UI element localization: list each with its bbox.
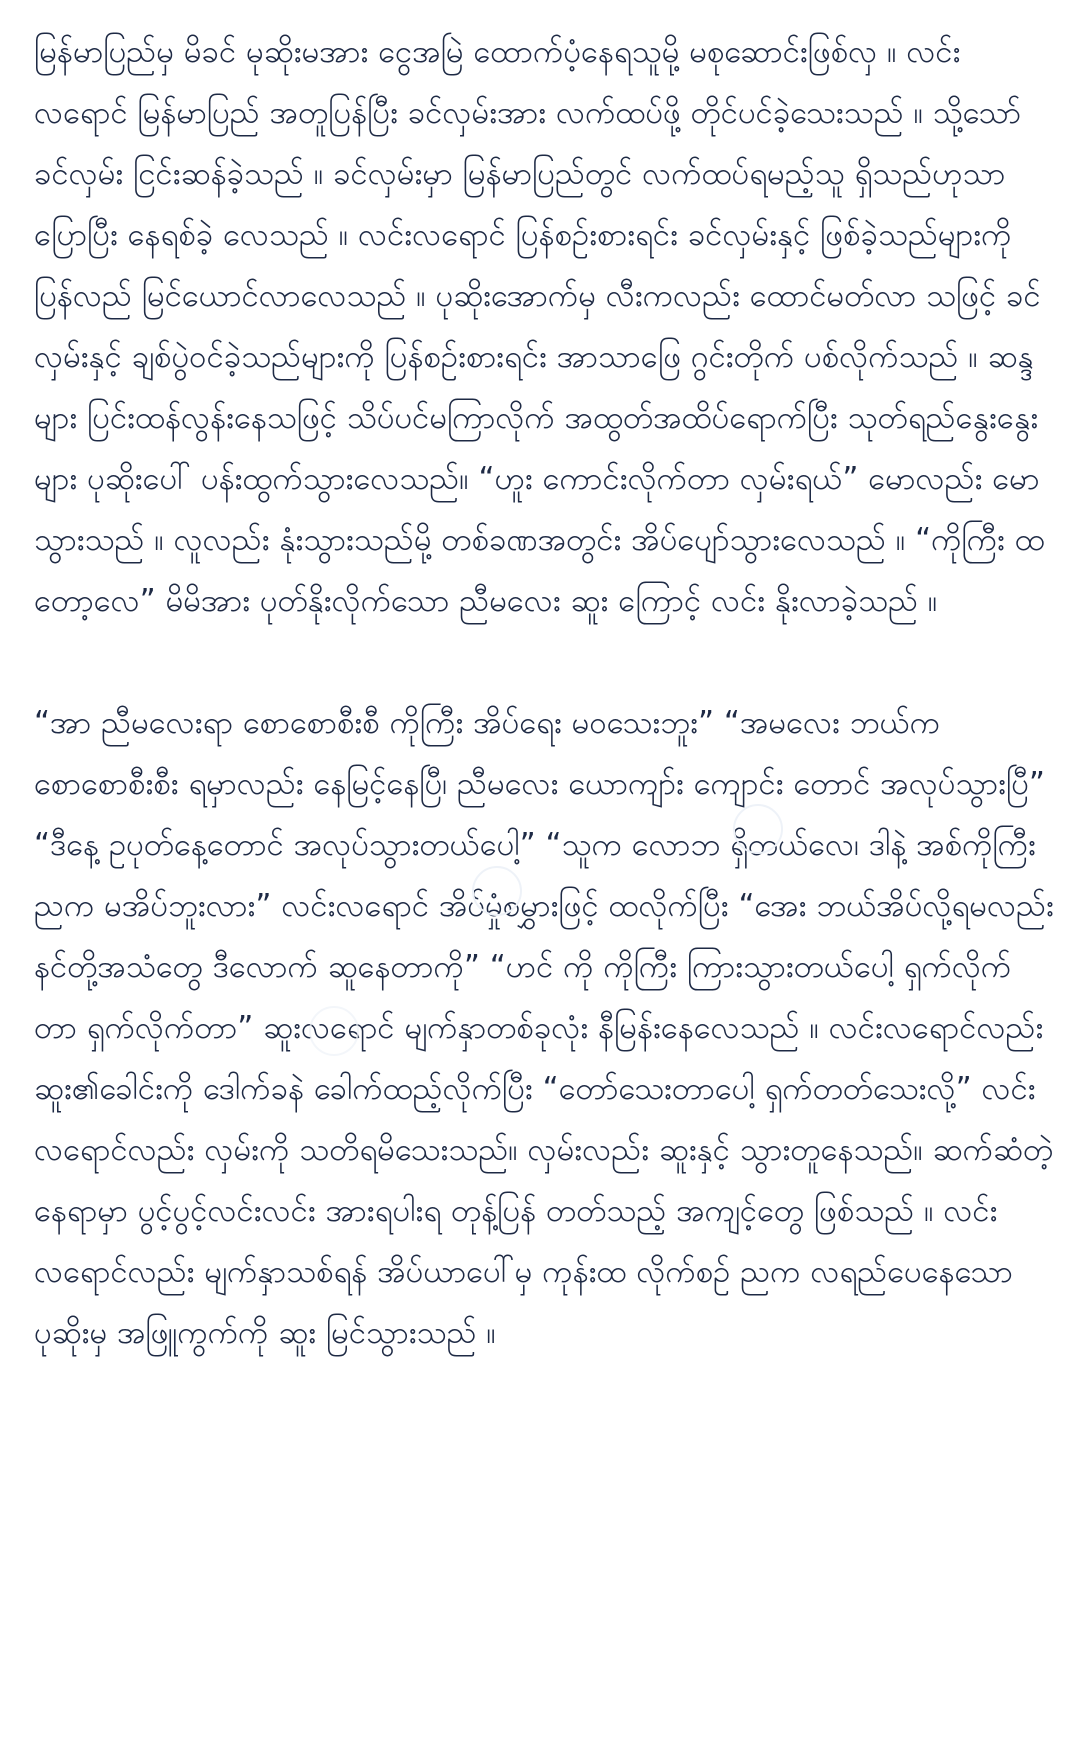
paragraph-2: “အာ ညီမလေးရာ စောစောစီးစီ ကိုကြီး အိပ်ရေး မဝသေးဘူး” “အမလေး ဘယ်က စောစောစီးစီး ရမှာလည်း နေမြင့်နေပြီ၊ ညီမလေး ယောကျာ်း ကျောင်း တောင် အလုပ်သွားပြီ” “ဒီနေ့ ဥပုတ်နေ့တောင် အလုပ်သွားတယ်ပေါ့” “သူက လောဘ ရှိတယ်လေ၊ ဒါနဲ့ အစ်ကိုကြီး ညက မအိပ်ဘူးလား” လင်းလရောင် အိပ်မှုံစမွှားဖြင့် ထလိုက်ပြီး “အေး ဘယ်အိပ်လို့ရမလည်း နင်တို့အသံတွေ ဒီလောက် ဆူနေတာကို” “ဟင် ကို ကိုကြီး ကြားသွားတယ်ပေါ့ ရှက်လိုက်တာ ရှက်လိုက်တာ” ဆူးလရောင် မျက်နှာတစ်ခုလုံး နီမြန်းနေလေသည် ။ လင်းလရောင်လည်း ဆူး၏ခေါင်းကို ဒေါက်ခနဲ ခေါက်ထည့်လိုက်ပြီး “တော်သေးတာပေါ့ ရှက်တတ်သေးလို့” လင်းလရောင်လည်း လှမ်းကို သတိရမိသေးသည်။ လှမ်းလည်း ဆူးနှင့် သွားတူနေသည်။ ဆက်ဆံတဲ့ နေရာမှာ ပွင့်ပွင့်လင်းလင်း အားရပါးရ တုန့်ပြန် တတ်သည့် အကျင့်တွေ ဖြစ်သည် ။ လင်းလရောင်လည်း မျက်နှာသစ်ရန် အိပ်ယာပေါ်မှ ကုန်းထ လိုက်စဉ် ညက လရည်ပေနေသော ပုဆိုးမှ အဖြူကွက်ကို ဆူး မြင်သွားသည် ။ bbox=[34, 705, 1054, 1351]
paragraph-1: မြန်မာပြည်မှ မိခင် မုဆိုးမအား ငွေအမြဲ ထောက်ပံ့နေရသူမို့ မစုဆောင်းဖြစ်လှ ။ လင်းလရောင် မြန်မာပြည် အတူပြန်ပြီး ခင်လှမ်းအား လက်ထပ်ဖို့ တိုင်ပင်ခဲ့သေးသည် ။ သို့သော် ခင်လှမ်း ငြင်းဆန်ခဲ့သည် ။ ခင်လှမ်းမှာ မြန်မာပြည်တွင် လက်ထပ်ရမည့်သူ ရှိသည်ဟုသာ ပြောပြီး နေရစ်ခဲ့ လေသည် ။ လင်းလရောင် ပြန်စဉ်းစားရင်း ခင်လှမ်းနှင့် ဖြစ်ခဲ့သည်များကို ပြန်လည် မြင်ယောင်လာလေသည် ။ ပုဆိုးအောက်မှ လီးကလည်း ထောင်မတ်လာ သဖြင့် ခင်လှမ်းနှင့် ချစ်ပွဲဝင်ခဲ့သည်များကို ပြန်စဉ်းစားရင်း အာသာဖြေ ဂွင်းတိုက် ပစ်လိုက်သည် ။ ဆန္ဒများ ပြင်းထန်လွန်းနေသဖြင့် သိပ်ပင်မကြာလိုက် အထွတ်အထိပ်ရောက်ပြီး သုတ်ရည်နွေးနွေးများ ပုဆိုးပေါ် ပန်းထွက်သွားလေသည်။ “ဟူး ကောင်းလိုက်တာ လှမ်းရယ်” မောလည်း မောသွားသည် ။ လူလည်း နုံးသွားသည်မို့ တစ်ခဏအတွင်း အိပ်ပျော်သွားလေသည် ။ “ကိုကြီး ထတော့လေ” မိမိအား ပုတ်နိုးလိုက်သော ညီမလေး ဆူး ကြောင့် လင်း နိုးလာခဲ့သည် ။ bbox=[34, 34, 1045, 619]
article-body bbox=[34, 22, 1054, 1364]
